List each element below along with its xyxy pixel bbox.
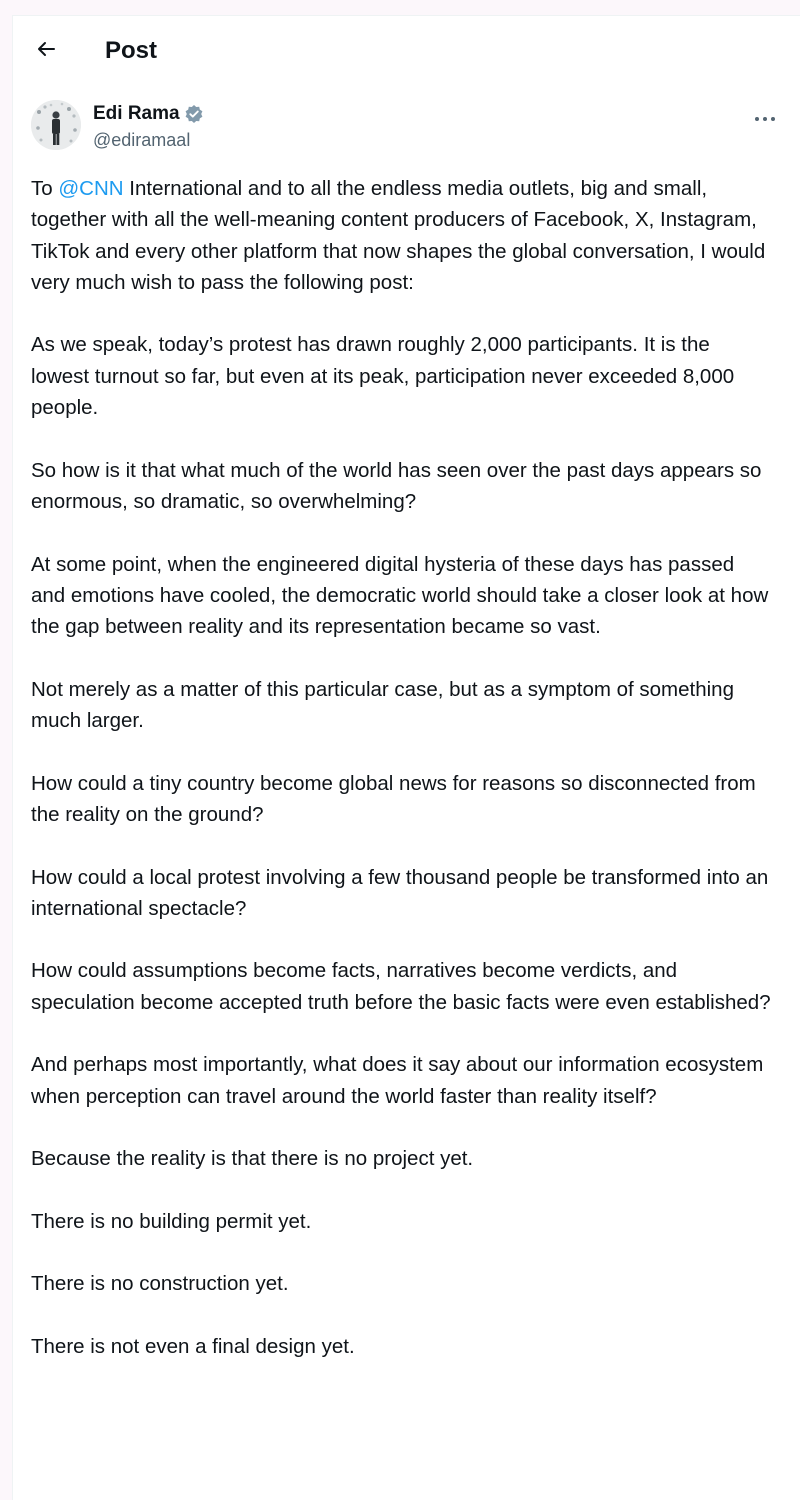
post-page [12, 15, 800, 1500]
post-paragraph-intro [31, 173, 771, 298]
avatar[interactable] [31, 100, 81, 150]
post-paragraph: There is no building permit yet. [31, 1209, 312, 1233]
post-paragraph: Not merely as a matter of this particular case, but as a symptom of something much larger. [31, 677, 734, 733]
post-paragraph: Because the reality is that there is no project yet. [31, 1147, 474, 1171]
post-text [31, 173, 771, 1394]
post-paragraph: So how is it that what much of the world has seen over the past days appears so enormous, so dramatic, so overwhelming? [31, 458, 762, 513]
post-paragraph: And perhaps most importantly, what does it say about our information ecosystem when perception can travel around the world faster than reality itself? [31, 1053, 764, 1108]
more-horizontal-icon [754, 109, 776, 127]
top-strip [0, 0, 800, 15]
intro-prefix: To [31, 177, 59, 200]
arrow-left-icon [35, 38, 57, 65]
intro-text: International and to all the endless media outlets, big and small, together with all the well-meaning content producers of Facebook, X, Instagram, TikTok and every other platform that now shapes the global conversation, I would very much wish to pass the following post: [31, 177, 766, 294]
author-name-row[interactable] [93, 102, 204, 126]
post-paragraph: There is no construction yet. [31, 1272, 289, 1296]
back-button[interactable] [31, 36, 61, 66]
post-paragraph: At some point, when the engineered digital hysteria of these days has passed and emotions have cooled, the democratic world should take a closer look at how the gap between reality and its representation became so vast. [31, 552, 769, 639]
verified-badge-icon [184, 104, 204, 124]
avatar-image [31, 100, 81, 150]
mention-link[interactable]: @CNN [58, 177, 124, 200]
post-header [13, 16, 800, 86]
page-title: Post [105, 37, 158, 64]
author-handle[interactable]: @ediramaal [93, 130, 191, 150]
author-name[interactable]: Edi Rama [93, 103, 180, 124]
post-paragraph: How could a local protest involving a few thousand people be transformed into an international spectacle? [31, 865, 769, 920]
post-author [31, 100, 781, 160]
post-paragraph: As we speak, today’s protest has drawn roughly 2,000 participants. It is the lowest turnout so far, but even at its peak, participation never exceeded 8,000 people. [31, 333, 735, 420]
post-paragraph: There is not even a final design yet. [31, 1334, 355, 1358]
more-options-button[interactable] [749, 106, 781, 130]
post-paragraph: How could assumptions become facts, narratives become verdicts, and speculation become accepted truth before the basic facts were even established? [31, 959, 771, 1014]
post-paragraph: How could a tiny country become global news for reasons so disconnected from the reality on the ground? [31, 771, 756, 826]
